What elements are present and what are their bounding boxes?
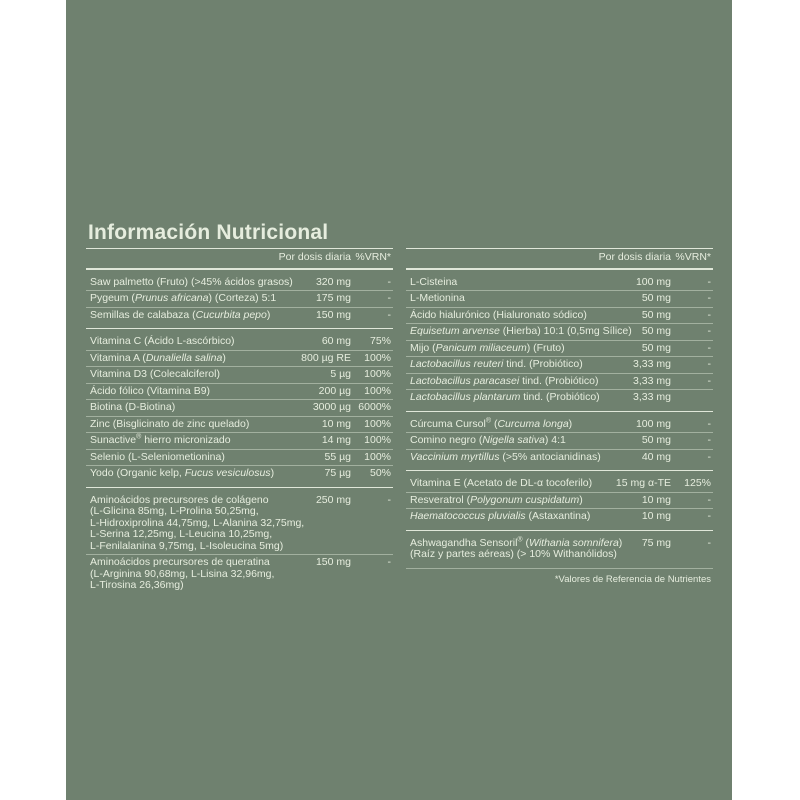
- botanical-name: Prunus africana: [134, 292, 209, 304]
- vrn-value: 100%: [364, 368, 391, 380]
- ingredient-detail-line: L-Fenilalanina 9,75mg, L-Isoleucina 5mg): [90, 539, 284, 552]
- table-row: [86, 554, 393, 594]
- ingredient-label: [406, 325, 632, 338]
- label-text: Pygeum (: [90, 292, 135, 304]
- ingredient-label: [406, 511, 613, 523]
- ingredient-name-line: [90, 293, 293, 305]
- botanical-name: Haematococcus pluvialis: [410, 510, 526, 522]
- ingredient-group: [406, 530, 713, 568]
- vrn-value: 50%: [369, 467, 391, 479]
- botanical-name: Dunaliella salina: [145, 351, 223, 364]
- vrn-footnote: *Valores de Referencia de Nutrientes: [554, 573, 711, 585]
- label-text: Vitamina D3 (Colecalciferol): [90, 368, 220, 380]
- vrn-value: -: [387, 556, 391, 568]
- table-header: [406, 248, 713, 270]
- table-row: [86, 307, 393, 324]
- label-text: (: [522, 536, 529, 549]
- ingredient-group: [406, 470, 713, 530]
- label-text: hierro micronizado: [141, 434, 231, 446]
- ingredient-name-line: [410, 452, 613, 464]
- dose-value: 10 mg: [641, 510, 671, 522]
- vrn-value: 100%: [364, 384, 391, 397]
- ingredient-name-line: [90, 353, 293, 365]
- dose-value: 100 mg: [635, 417, 671, 430]
- table-row: [406, 432, 713, 449]
- vrn-column-header: %VRN*: [675, 251, 711, 263]
- dose-value: 50 mg: [641, 325, 671, 337]
- dose-value: 175 mg: [315, 292, 351, 304]
- ingredient-name-line: [90, 310, 293, 322]
- registered-mark: ®: [485, 417, 492, 424]
- vrn-value: -: [707, 417, 711, 430]
- dose-value: 3,33 mg: [633, 374, 671, 387]
- dose-value: 800 µg RE: [301, 351, 351, 364]
- label-text: Cúrcuma Cursol: [410, 417, 486, 430]
- label-text: Zinc (Bisglicinato de zinc quelado): [90, 417, 250, 430]
- vrn-value: -: [707, 493, 711, 506]
- table-row: [86, 432, 393, 449]
- botanical-name: Panicum miliaceum: [435, 341, 527, 354]
- vrn-value: -: [707, 434, 711, 446]
- botanical-name: Withania somnifera: [529, 536, 619, 549]
- label-text: Semillas de calabaza (: [90, 308, 196, 321]
- label-text: Ashwagandha Sensoril: [410, 536, 518, 549]
- vrn-value: -: [707, 358, 711, 370]
- vrn-value: -: [387, 493, 391, 506]
- nutrition-table-primary: [86, 248, 393, 599]
- dose-value: 3000 µg: [312, 401, 351, 413]
- label-text: ): [270, 467, 275, 479]
- ingredient-label: [86, 493, 305, 553]
- botanical-name: Fucus vesiculosus: [184, 467, 271, 479]
- vrn-value: 100%: [364, 417, 391, 430]
- ingredient-detail-line: (L-Glicina 85mg, L-Prolina 50,25mg,: [90, 505, 259, 517]
- dose-value: 150 mg: [315, 308, 351, 321]
- vrn-value: -: [707, 308, 711, 321]
- ingredient-label: [86, 452, 293, 464]
- ingredient-name-line: [410, 419, 613, 431]
- ingredient-name-line: [410, 310, 613, 322]
- table-row: [406, 449, 713, 466]
- ingredient-label: [86, 369, 293, 381]
- ingredient-name-line: [90, 336, 293, 348]
- ingredient-label: [86, 336, 293, 348]
- ingredient-name-line: [90, 452, 293, 464]
- vrn-value: -: [387, 308, 391, 321]
- label-text: Aminoácidos precursores de queratina: [90, 556, 270, 568]
- table-row: [86, 350, 393, 367]
- dose-value: 40 mg: [641, 450, 671, 463]
- table-row: [86, 275, 393, 291]
- botanical-name: Cucurbita pepo: [195, 308, 267, 321]
- label-text: (>5% antocianidinas): [499, 450, 601, 463]
- ingredient-label: [86, 293, 293, 305]
- table-row: [86, 493, 393, 555]
- ingredient-name-line: [410, 511, 613, 523]
- dose-column-header: Por dosis diaria: [278, 251, 351, 263]
- vrn-value: -: [387, 292, 391, 304]
- dose-value: 15 mg α-TE: [615, 477, 671, 489]
- ingredient-detail-line: (L-Arginina 90,68mg, L-Lisina 32,96mg,: [90, 567, 275, 580]
- ingredient-name-line: [90, 468, 293, 480]
- botanical-name: Nigella sativa: [482, 434, 545, 446]
- ingredient-label: [406, 452, 613, 464]
- vrn-value: 6000%: [358, 401, 391, 413]
- label-text: ) 4:1: [544, 434, 566, 446]
- table-row: [86, 383, 393, 400]
- label-text: ) (Corteza) 5:1: [208, 292, 277, 304]
- vrn-value: 100%: [364, 450, 391, 463]
- ingredient-label: [406, 536, 623, 561]
- ingredient-label: [406, 277, 613, 289]
- ingredient-detail-line: L-Serina 12,25mg, L-Leucina 10,25mg,: [90, 528, 273, 540]
- vrn-value: -: [707, 536, 711, 549]
- vrn-value: -: [707, 275, 711, 288]
- table-row: [86, 449, 393, 466]
- nutrition-panel: [66, 0, 732, 800]
- registered-mark: ®: [136, 433, 142, 441]
- nutrition-table-secondary: [406, 248, 713, 568]
- ingredient-name-line: [410, 495, 613, 507]
- label-text: Selenio (L-Seleniometionina): [90, 450, 225, 463]
- label-text: Vitamina C (Ácido L-ascórbico): [90, 335, 235, 347]
- ingredient-name-line: [410, 359, 613, 371]
- dose-value: 60 mg: [321, 335, 351, 347]
- ingredient-group: [406, 411, 713, 471]
- ingredient-label: [86, 468, 293, 480]
- table-row: [86, 416, 393, 433]
- label-text: Sunactive: [90, 434, 137, 446]
- ingredient-label: [86, 310, 293, 322]
- botanical-name: Lactobacillus reuteri: [410, 358, 504, 370]
- table-row: [406, 508, 713, 525]
- dose-value: 75 µg: [324, 467, 351, 479]
- vrn-value: -: [707, 341, 711, 354]
- ingredient-name-line: [410, 392, 613, 404]
- dose-value: 200 µg: [318, 384, 351, 397]
- table-row: [406, 373, 713, 390]
- label-text: ): [222, 351, 226, 364]
- ingredient-group: [86, 328, 393, 487]
- dose-value: 50 mg: [641, 434, 671, 446]
- table-header: [86, 248, 393, 270]
- dose-value: 75 mg: [641, 536, 671, 549]
- ingredient-group: [406, 270, 713, 411]
- ingredient-name-line: [90, 419, 293, 431]
- ingredient-name-line: [410, 478, 613, 490]
- panel-title: Información Nutricional: [88, 221, 329, 244]
- ingredient-name-line: [410, 325, 632, 338]
- label-text: ): [266, 308, 271, 321]
- vrn-value: -: [707, 450, 711, 463]
- table-row: [406, 323, 713, 340]
- label-text: ) (Fruto): [526, 341, 565, 354]
- dose-value: 55 µg: [324, 450, 351, 463]
- ingredient-label: [406, 359, 613, 371]
- vrn-value: 100%: [364, 434, 391, 446]
- label-text: Saw palmetto (Fruto) (>45% ácidos grasos): [90, 275, 293, 288]
- ingredient-label: [406, 478, 613, 490]
- table-columns: [86, 248, 713, 599]
- table-row: [86, 334, 393, 350]
- label-text: ): [579, 493, 583, 506]
- botanical-name: Lactobacillus plantarum: [410, 391, 521, 403]
- vrn-column-header: %VRN*: [355, 251, 391, 263]
- table-row: [406, 340, 713, 357]
- vrn-value: -: [707, 292, 711, 304]
- ingredient-label: [406, 293, 613, 305]
- ingredient-label: [406, 392, 613, 404]
- ingredient-label: [86, 435, 293, 447]
- label-text: Ácido fólico (Vitamina B9): [90, 384, 211, 397]
- ingredient-label: [86, 419, 293, 431]
- dose-value: 250 mg: [315, 493, 351, 506]
- label-text: Resveratrol (: [410, 493, 471, 506]
- label-text: tind. (Probiótico): [520, 391, 600, 403]
- vrn-value: 75%: [369, 335, 391, 347]
- registered-mark: ®: [517, 536, 523, 543]
- dose-value: 10 mg: [321, 417, 351, 430]
- botanical-name: Equisetum arvense: [410, 325, 500, 337]
- ingredient-name-line: [90, 435, 293, 447]
- ingredient-label: [86, 353, 293, 365]
- panel-content: [66, 0, 732, 599]
- botanical-name: Polygonum cuspidatum: [470, 493, 580, 506]
- table-row: [86, 290, 393, 307]
- dose-value: 150 mg: [315, 556, 351, 568]
- table-row: [406, 417, 713, 433]
- ingredient-name-line: [90, 386, 293, 398]
- label-text: Mijo (: [410, 341, 436, 354]
- dose-value: 14 mg: [321, 434, 351, 446]
- dose-value: 50 mg: [641, 308, 671, 321]
- botanical-name: Lactobacillus paracasei: [410, 374, 520, 387]
- label-text: (Astaxantina): [525, 510, 591, 522]
- label-text: Ácido hialurónico (Hialuronato sódico): [410, 308, 587, 321]
- label-text: Vitamina A (: [90, 351, 146, 364]
- label-text: ): [568, 417, 573, 430]
- table-row: [406, 290, 713, 307]
- ingredient-label: [406, 419, 613, 431]
- table-row: [86, 465, 393, 482]
- table-row: [406, 356, 713, 373]
- table-row: [406, 307, 713, 324]
- ingredient-name-line: [410, 376, 613, 388]
- ingredient-group: [86, 270, 393, 329]
- table-row: [406, 476, 713, 492]
- ingredient-label: [406, 495, 613, 507]
- ingredient-label: [406, 435, 613, 447]
- botanical-name: Vaccinium myrtillus: [410, 450, 500, 463]
- label-text: L-Metionina: [410, 292, 465, 304]
- label-text: L-Cisteina: [410, 275, 458, 288]
- dose-value: 50 mg: [641, 292, 671, 304]
- vrn-value: 100%: [364, 351, 391, 364]
- ingredient-name-line: [410, 293, 613, 305]
- label-text: Yodo (Organic kelp,: [90, 467, 185, 479]
- ingredient-label: [86, 402, 293, 414]
- ingredient-detail-line: L-Hidroxiprolina 44,75mg, L-Alanina 32,75mg,: [90, 516, 305, 529]
- dose-value: 50 mg: [641, 341, 671, 354]
- botanical-name: Curcuma longa: [497, 417, 569, 430]
- dose-value: 5 µg: [330, 368, 351, 380]
- table-row: [406, 536, 713, 563]
- table-row: [406, 275, 713, 291]
- table-row: [406, 492, 713, 509]
- vrn-value: -: [387, 275, 391, 288]
- label-text: Comino negro (: [410, 434, 483, 446]
- table-row: [86, 399, 393, 416]
- dose-column-header: Por dosis diaria: [598, 251, 671, 263]
- label-text: Biotina (D-Biotina): [90, 401, 176, 413]
- nutrition-table-secondary-wrap: [406, 248, 713, 585]
- vrn-value: 125%: [684, 477, 711, 489]
- vrn-value: -: [707, 325, 711, 337]
- ingredient-detail-line: L-Tirosina 26,36mg): [90, 579, 184, 591]
- label-text: tind. (Probiótico): [519, 374, 599, 387]
- ingredient-label: [86, 557, 293, 592]
- ingredient-name-line: [90, 369, 293, 381]
- table-row: [406, 389, 713, 406]
- ingredient-group: [86, 487, 393, 599]
- dose-value: 100 mg: [635, 275, 671, 288]
- ingredient-name-line: [90, 402, 293, 414]
- ingredient-detail-line: (Raíz y partes aéreas) (> 10% Withanólidos): [410, 548, 617, 560]
- label-text: tind. (Probiótico): [503, 358, 583, 370]
- table-row: [86, 366, 393, 383]
- ingredient-name-line: [90, 557, 293, 569]
- vrn-value: -: [707, 374, 711, 387]
- dose-value: 3,33 mg: [633, 391, 671, 403]
- ingredient-label: [406, 376, 613, 388]
- dose-value: 320 mg: [315, 275, 351, 288]
- label-text: Aminoácidos precursores de colágeno: [90, 493, 269, 506]
- dose-value: 10 mg: [641, 493, 671, 506]
- label-text: (Hierba) 10:1 (0,5mg Sílice): [499, 325, 632, 337]
- ingredient-name-line: [410, 435, 613, 447]
- ingredient-label: [406, 310, 613, 322]
- ingredient-name-line: [410, 343, 613, 355]
- ingredient-label: [86, 277, 293, 289]
- label-text: ): [618, 536, 623, 549]
- label-text: (: [491, 417, 498, 430]
- ingredient-name-line: [90, 277, 293, 289]
- dose-value: 3,33 mg: [633, 358, 671, 370]
- vrn-value: -: [707, 510, 711, 522]
- label-text: Vitamina E (Acetato de DL-α tocoferilo): [410, 477, 593, 489]
- ingredient-label: [406, 343, 613, 355]
- ingredient-label: [86, 386, 293, 398]
- ingredient-name-line: [410, 277, 613, 289]
